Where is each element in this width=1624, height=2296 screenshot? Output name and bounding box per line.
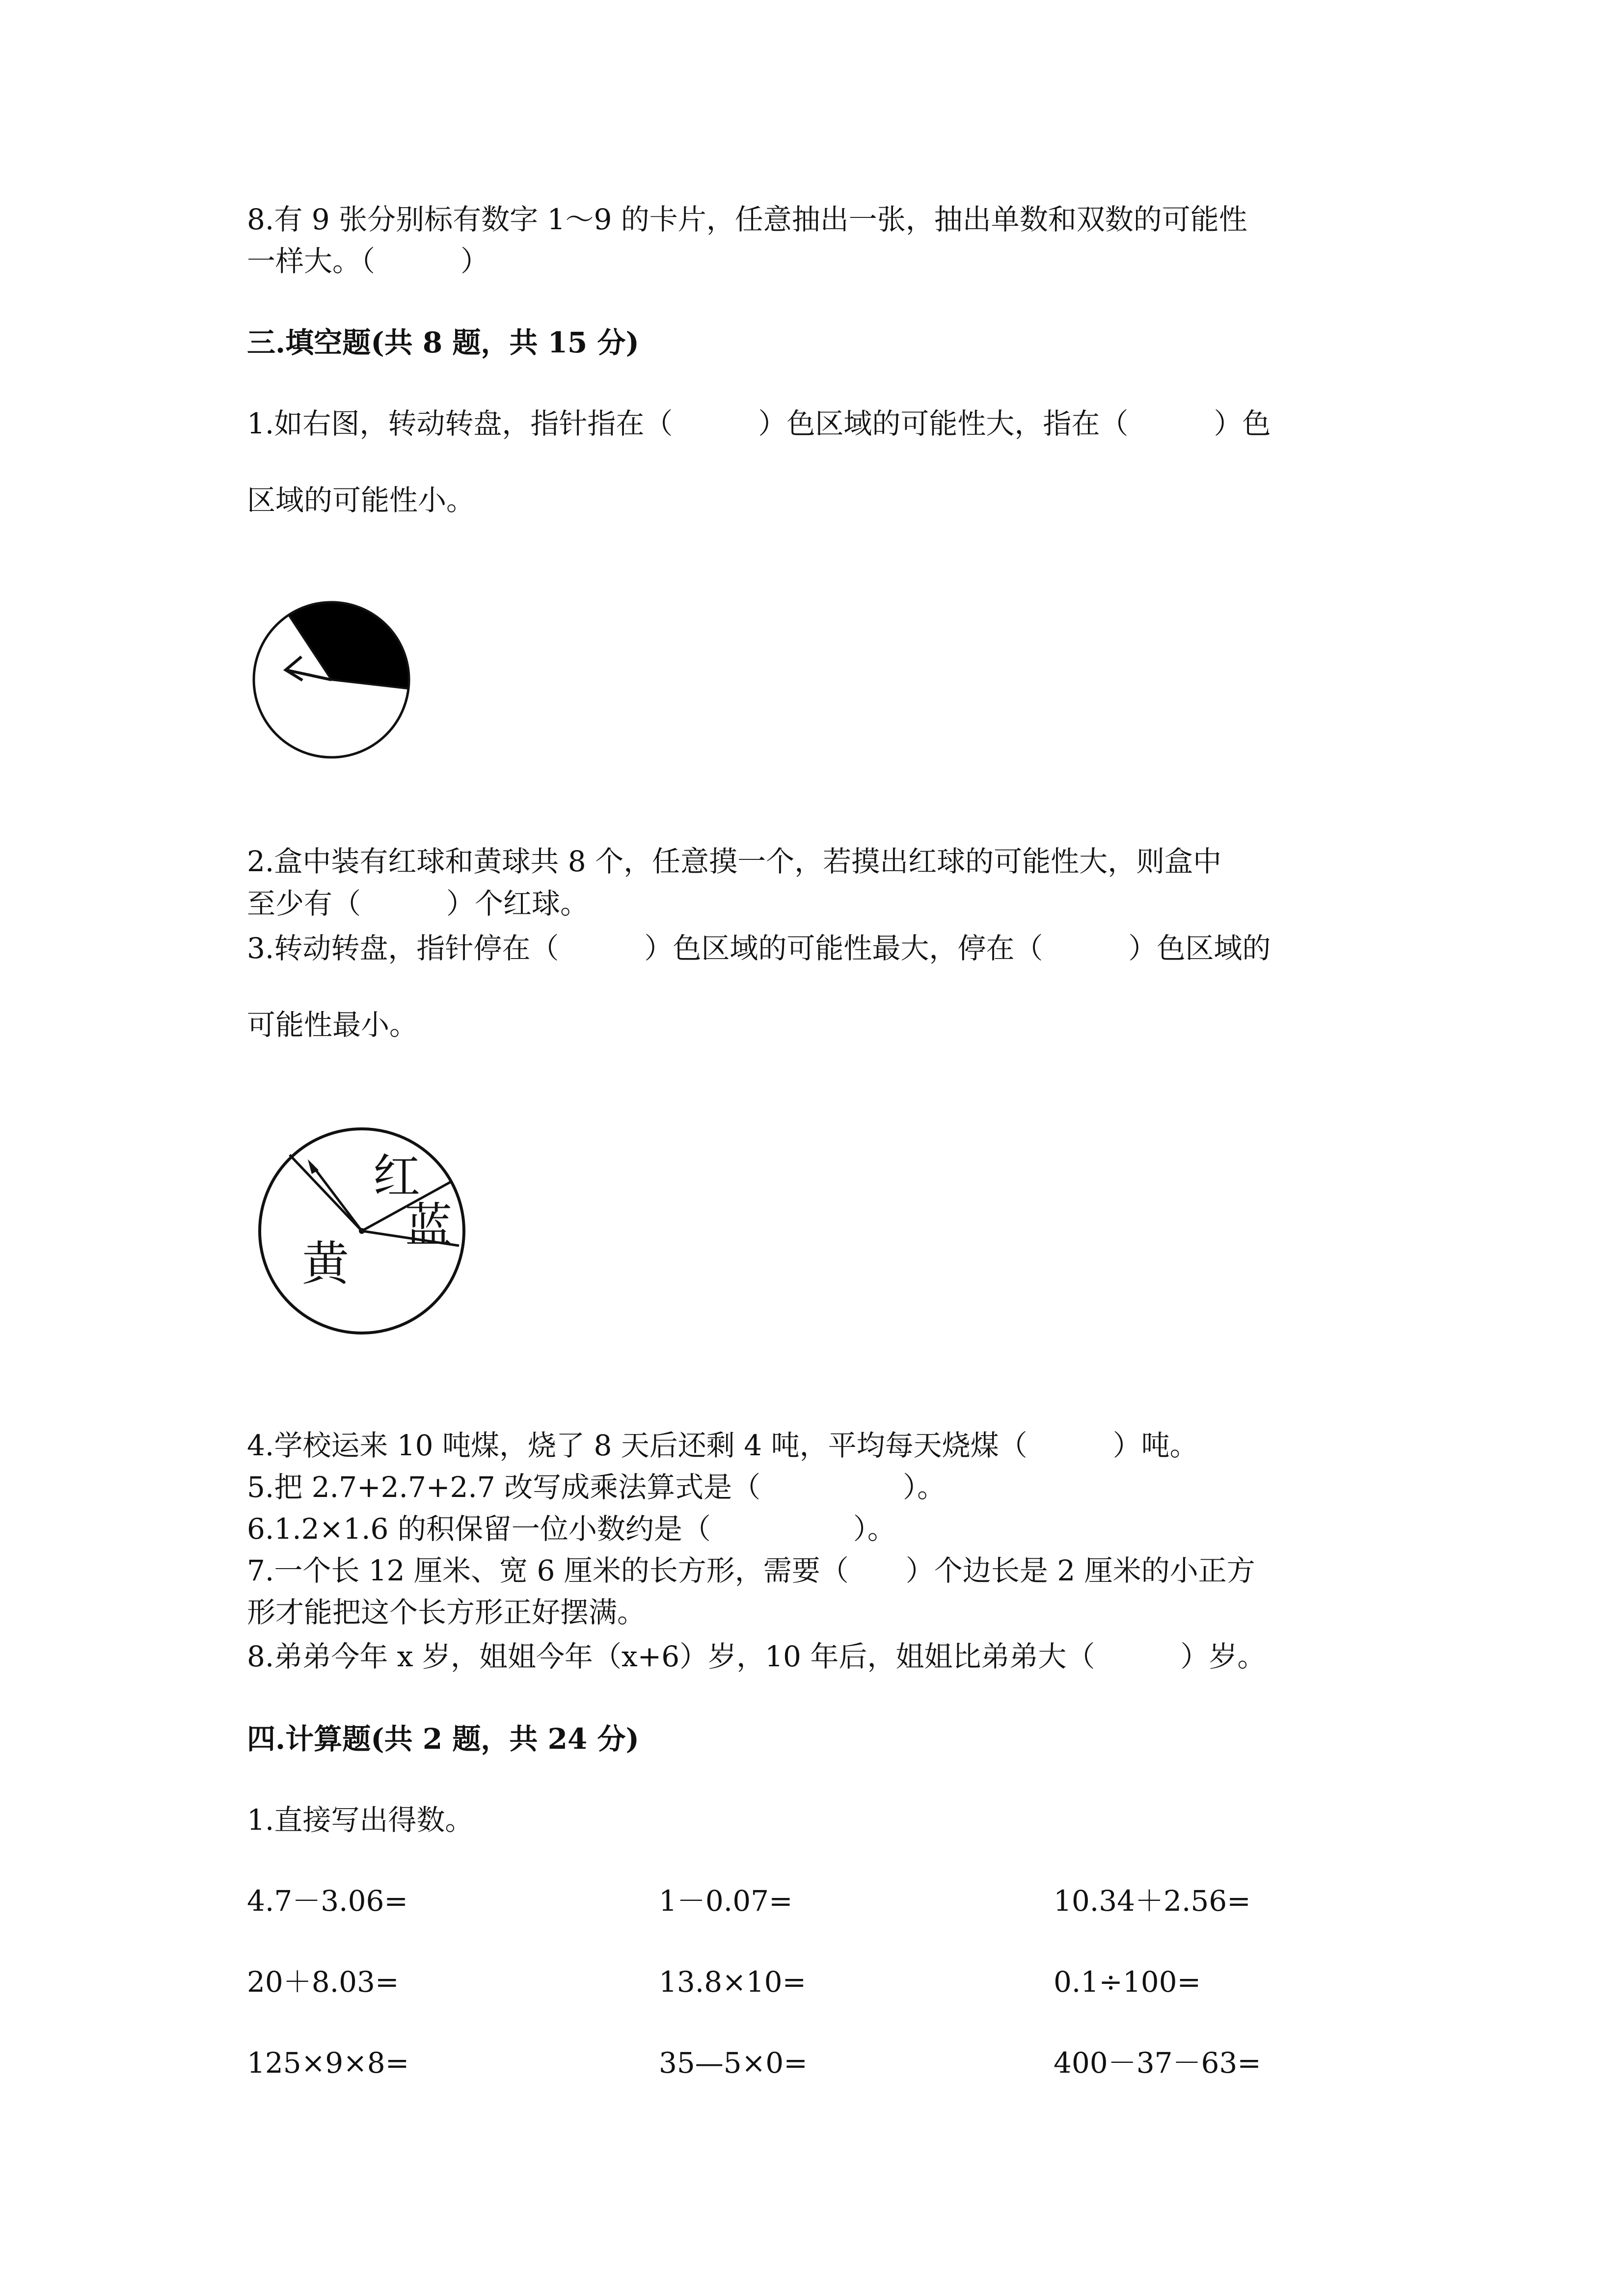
fill-q8: 8.弟弟今年 x 岁，姐姐今年（x+6）岁，10 年后，姐姐比弟弟大（ ）岁。 xyxy=(247,1640,1266,1673)
fill-q4: 4.学校运来 10 吨煤，烧了 8 天后还剩 4 吨，平均每天烧煤（ ）吨。 xyxy=(247,1429,1198,1462)
calc-item: 10.34＋2.56= xyxy=(1054,1884,1251,1918)
calc-item: 4.7－3.06= xyxy=(247,1884,408,1918)
spinner-center-dot xyxy=(359,1228,365,1234)
calc-item: 20＋8.03= xyxy=(247,1965,399,1999)
fill-q7-line1: 7.一个长 12 厘米、宽 6 厘米的长方形，需要（ ）个边长是 2 厘米的小正方 xyxy=(247,1554,1255,1587)
fill-q6: 6.1.2×1.6 的积保留一位小数约是（ ）。 xyxy=(247,1512,896,1546)
spinner-figure-black-white xyxy=(250,599,412,761)
spinner-figure-colors xyxy=(253,1124,469,1335)
calc-item: 1－0.07= xyxy=(659,1884,793,1918)
fill-q2-line2: 至少有（ ）个红球。 xyxy=(247,887,589,920)
calc-item: 125×9×8= xyxy=(247,2046,409,2080)
judge-q8-line1: 8.有 9 张分别标有数字 1～9 的卡片，任意抽出一张，抽出单数和双数的可能性 xyxy=(247,203,1247,236)
calc-item: 35—5×0= xyxy=(659,2046,808,2080)
fill-q3-line2: 可能性最小。 xyxy=(247,1008,418,1041)
fill-q1-line1: 1.如右图，转动转盘，指针指在（ ）色区域的可能性大，指在（ ）色 xyxy=(247,407,1271,440)
section-4-heading: 四.计算题(共 2 题，共 24 分) xyxy=(247,1722,639,1756)
calc-item: 0.1÷100= xyxy=(1054,1965,1201,1999)
fill-q2-line1: 2.盒中装有红球和黄球共 8 个，任意摸一个，若摸出红球的可能性大，则盒中 xyxy=(247,845,1222,878)
calc-item: 13.8×10= xyxy=(659,1965,807,1999)
spinner-label-yellow: 黄 xyxy=(302,1236,349,1291)
spinner-label-blue: 蓝 xyxy=(405,1198,452,1253)
calc-item: 400－37－63= xyxy=(1054,2046,1261,2080)
fill-q3-line1: 3.转动转盘，指针停在（ ）色区域的可能性最大，停在（ ）色区域的 xyxy=(247,932,1271,965)
judge-q8-line2: 一样大。（ ） xyxy=(247,244,489,278)
fill-q7-line2: 形才能把这个长方形正好摆满。 xyxy=(247,1596,646,1629)
fill-q1-line2: 区域的可能性小。 xyxy=(247,483,475,517)
spinner-label-red: 红 xyxy=(373,1149,420,1204)
fill-q5: 5.把 2.7+2.7+2.7 改写成乘法算式是（ ）。 xyxy=(247,1470,946,1504)
calc-q1-prompt: 1.直接写出得数。 xyxy=(247,1803,474,1837)
section-3-heading: 三.填空题(共 8 题，共 15 分) xyxy=(247,326,639,359)
